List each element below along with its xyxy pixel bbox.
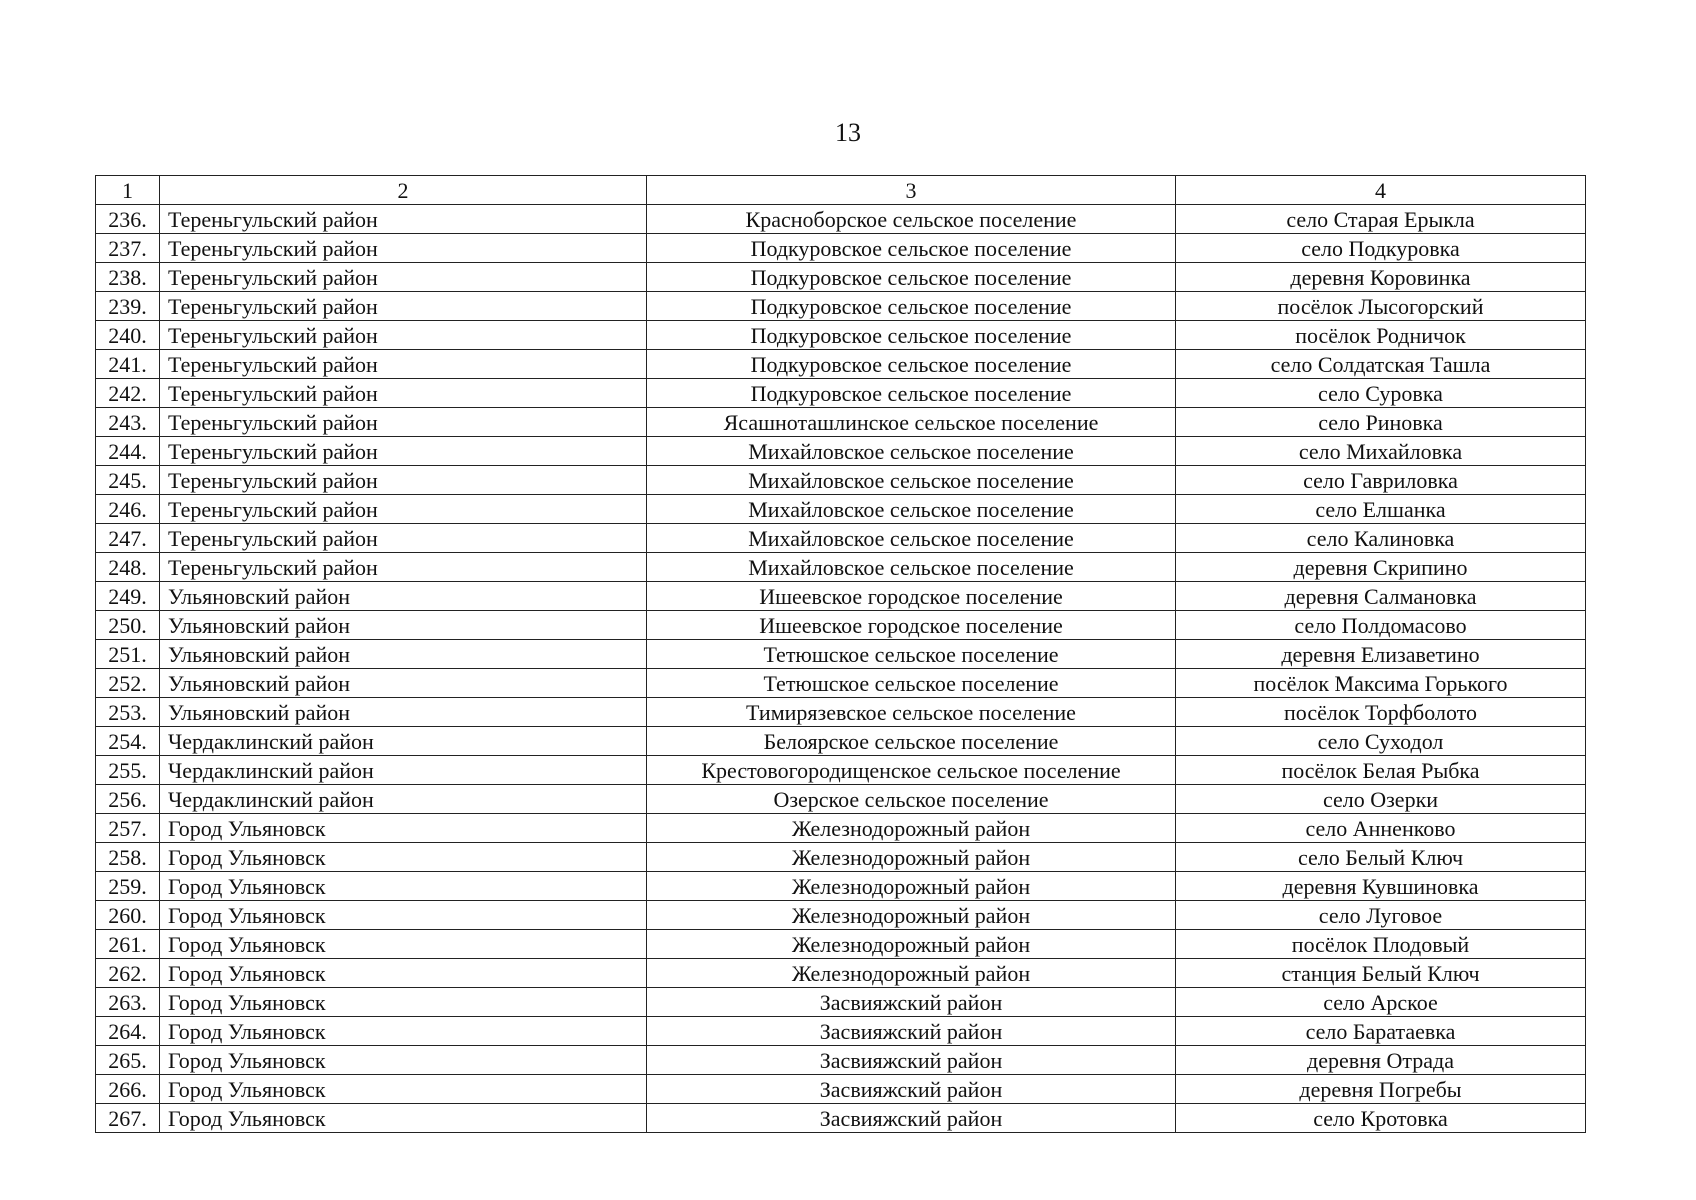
- cell-locality: посёлок Родничок: [1176, 321, 1586, 350]
- cell-number: 259.: [96, 872, 160, 901]
- table-row: [96, 988, 1586, 1017]
- table-row: [96, 901, 1586, 930]
- cell-number: 257.: [96, 814, 160, 843]
- cell-number: 241.: [96, 350, 160, 379]
- cell-locality: село Суровка: [1176, 379, 1586, 408]
- cell-settlement: Подкуровское сельское поселение: [647, 234, 1176, 263]
- cell-locality: село Риновка: [1176, 408, 1586, 437]
- table-row: [96, 292, 1586, 321]
- cell-district: Тереньгульский район: [160, 205, 647, 234]
- cell-district: Город Ульяновск: [160, 1046, 647, 1075]
- table-row: [96, 1075, 1586, 1104]
- table-row: [96, 959, 1586, 988]
- table-row: [96, 495, 1586, 524]
- cell-locality: село Озерки: [1176, 785, 1586, 814]
- cell-settlement: Засвияжский район: [647, 1017, 1176, 1046]
- cell-district: Город Ульяновск: [160, 843, 647, 872]
- cell-settlement: Ясашноташлинское сельское поселение: [647, 408, 1176, 437]
- cell-locality: деревня Салмановка: [1176, 582, 1586, 611]
- cell-locality: село Гавриловка: [1176, 466, 1586, 495]
- cell-locality: посёлок Торфболото: [1176, 698, 1586, 727]
- cell-number: 266.: [96, 1075, 160, 1104]
- cell-settlement: Ишеевское городское поселение: [647, 611, 1176, 640]
- table-row: [96, 234, 1586, 263]
- cell-number: 238.: [96, 263, 160, 292]
- cell-locality: село Луговое: [1176, 901, 1586, 930]
- cell-settlement: Михайловское сельское поселение: [647, 495, 1176, 524]
- cell-locality: село Арское: [1176, 988, 1586, 1017]
- table-row: [96, 1017, 1586, 1046]
- cell-locality: деревня Отрада: [1176, 1046, 1586, 1075]
- cell-settlement: Железнодорожный район: [647, 814, 1176, 843]
- column-header-locality: 4: [1176, 176, 1586, 205]
- table-row: [96, 698, 1586, 727]
- cell-locality: деревня Погребы: [1176, 1075, 1586, 1104]
- cell-settlement: Ишеевское городское поселение: [647, 582, 1176, 611]
- cell-settlement: Белоярское сельское поселение: [647, 727, 1176, 756]
- cell-number: 263.: [96, 988, 160, 1017]
- cell-locality: село Кротовка: [1176, 1104, 1586, 1133]
- table-header-row: [96, 176, 1586, 205]
- cell-settlement: Тетюшское сельское поселение: [647, 669, 1176, 698]
- table-row: [96, 727, 1586, 756]
- table-row: [96, 611, 1586, 640]
- cell-number: 236.: [96, 205, 160, 234]
- table-row: [96, 437, 1586, 466]
- cell-number: 245.: [96, 466, 160, 495]
- cell-number: 260.: [96, 901, 160, 930]
- cell-number: 239.: [96, 292, 160, 321]
- cell-district: Город Ульяновск: [160, 1104, 647, 1133]
- page-number: 13: [835, 118, 861, 147]
- cell-locality: село Калиновка: [1176, 524, 1586, 553]
- table-row: [96, 669, 1586, 698]
- cell-settlement: Железнодорожный район: [647, 930, 1176, 959]
- cell-settlement: Тимирязевское сельское поселение: [647, 698, 1176, 727]
- table-row: [96, 466, 1586, 495]
- cell-locality: деревня Скрипино: [1176, 553, 1586, 582]
- cell-locality: село Белый Ключ: [1176, 843, 1586, 872]
- cell-number: 254.: [96, 727, 160, 756]
- cell-number: 261.: [96, 930, 160, 959]
- cell-number: 248.: [96, 553, 160, 582]
- cell-district: Тереньгульский район: [160, 379, 647, 408]
- table-row: [96, 640, 1586, 669]
- cell-locality: село Суходол: [1176, 727, 1586, 756]
- cell-district: Тереньгульский район: [160, 408, 647, 437]
- column-header-district: 2: [160, 176, 647, 205]
- table-row: [96, 872, 1586, 901]
- cell-district: Город Ульяновск: [160, 872, 647, 901]
- cell-district: Город Ульяновск: [160, 814, 647, 843]
- cell-settlement: Железнодорожный район: [647, 901, 1176, 930]
- cell-locality: деревня Коровинка: [1176, 263, 1586, 292]
- cell-district: Город Ульяновск: [160, 901, 647, 930]
- table-row: [96, 1046, 1586, 1075]
- cell-settlement: Подкуровское сельское поселение: [647, 350, 1176, 379]
- cell-district: Ульяновский район: [160, 669, 647, 698]
- cell-district: Город Ульяновск: [160, 1017, 647, 1046]
- cell-district: Чердаклинский район: [160, 756, 647, 785]
- cell-district: Ульяновский район: [160, 611, 647, 640]
- cell-number: 251.: [96, 640, 160, 669]
- cell-locality: село Полдомасово: [1176, 611, 1586, 640]
- cell-settlement: Железнодорожный район: [647, 872, 1176, 901]
- cell-district: Тереньгульский район: [160, 553, 647, 582]
- cell-settlement: Михайловское сельское поселение: [647, 553, 1176, 582]
- cell-number: 247.: [96, 524, 160, 553]
- cell-settlement: Засвияжский район: [647, 988, 1176, 1017]
- cell-locality: деревня Кувшиновка: [1176, 872, 1586, 901]
- localities-table: [95, 175, 1586, 1133]
- cell-district: Город Ульяновск: [160, 1075, 647, 1104]
- cell-locality: село Подкуровка: [1176, 234, 1586, 263]
- cell-settlement: Подкуровское сельское поселение: [647, 321, 1176, 350]
- table-row: [96, 582, 1586, 611]
- cell-district: Тереньгульский район: [160, 495, 647, 524]
- table-row: [96, 843, 1586, 872]
- column-header-number: 1: [96, 176, 160, 205]
- table-row: [96, 553, 1586, 582]
- table-row: [96, 205, 1586, 234]
- cell-settlement: Железнодорожный район: [647, 959, 1176, 988]
- cell-settlement: Железнодорожный район: [647, 843, 1176, 872]
- table-row: [96, 379, 1586, 408]
- cell-number: 237.: [96, 234, 160, 263]
- cell-district: Ульяновский район: [160, 640, 647, 669]
- cell-district: Тереньгульский район: [160, 524, 647, 553]
- cell-number: 242.: [96, 379, 160, 408]
- cell-district: Ульяновский район: [160, 582, 647, 611]
- cell-district: Ульяновский район: [160, 698, 647, 727]
- cell-settlement: Михайловское сельское поселение: [647, 524, 1176, 553]
- table-row: [96, 756, 1586, 785]
- cell-settlement: Засвияжский район: [647, 1104, 1176, 1133]
- cell-district: Чердаклинский район: [160, 727, 647, 756]
- cell-number: 253.: [96, 698, 160, 727]
- cell-number: 240.: [96, 321, 160, 350]
- cell-locality: село Анненково: [1176, 814, 1586, 843]
- cell-locality: село Михайловка: [1176, 437, 1586, 466]
- cell-number: 262.: [96, 959, 160, 988]
- cell-settlement: Тетюшское сельское поселение: [647, 640, 1176, 669]
- cell-district: Тереньгульский район: [160, 234, 647, 263]
- cell-settlement: Подкуровское сельское поселение: [647, 292, 1176, 321]
- table-row: [96, 1104, 1586, 1133]
- cell-settlement: Михайловское сельское поселение: [647, 466, 1176, 495]
- cell-number: 244.: [96, 437, 160, 466]
- cell-district: Тереньгульский район: [160, 321, 647, 350]
- cell-number: 249.: [96, 582, 160, 611]
- table-row: [96, 524, 1586, 553]
- cell-number: 252.: [96, 669, 160, 698]
- cell-district: Тереньгульский район: [160, 263, 647, 292]
- cell-number: 258.: [96, 843, 160, 872]
- cell-district: Тереньгульский район: [160, 466, 647, 495]
- cell-locality: посёлок Максима Горького: [1176, 669, 1586, 698]
- table-row: [96, 350, 1586, 379]
- cell-district: Тереньгульский район: [160, 292, 647, 321]
- cell-number: 243.: [96, 408, 160, 437]
- cell-number: 265.: [96, 1046, 160, 1075]
- cell-district: Чердаклинский район: [160, 785, 647, 814]
- cell-district: Город Ульяновск: [160, 959, 647, 988]
- cell-district: Тереньгульский район: [160, 350, 647, 379]
- cell-number: 250.: [96, 611, 160, 640]
- cell-settlement: Озерское сельское поселение: [647, 785, 1176, 814]
- cell-district: Город Ульяновск: [160, 988, 647, 1017]
- cell-number: 255.: [96, 756, 160, 785]
- table-row: [96, 263, 1586, 292]
- cell-locality: село Солдатская Ташла: [1176, 350, 1586, 379]
- cell-locality: посёлок Плодовый: [1176, 930, 1586, 959]
- table-row: [96, 814, 1586, 843]
- cell-locality: село Баратаевка: [1176, 1017, 1586, 1046]
- cell-number: 246.: [96, 495, 160, 524]
- cell-settlement: Засвияжский район: [647, 1046, 1176, 1075]
- table-row: [96, 321, 1586, 350]
- cell-settlement: Подкуровское сельское поселение: [647, 263, 1176, 292]
- cell-number: 264.: [96, 1017, 160, 1046]
- table-row: [96, 930, 1586, 959]
- table-body: [96, 205, 1586, 1133]
- cell-settlement: Засвияжский район: [647, 1075, 1176, 1104]
- cell-settlement: Красноборское сельское поселение: [647, 205, 1176, 234]
- cell-settlement: Михайловское сельское поселение: [647, 437, 1176, 466]
- cell-locality: посёлок Белая Рыбка: [1176, 756, 1586, 785]
- cell-number: 267.: [96, 1104, 160, 1133]
- cell-settlement: Крестовогородищенское сельское поселение: [647, 756, 1176, 785]
- cell-number: 256.: [96, 785, 160, 814]
- cell-district: Город Ульяновск: [160, 930, 647, 959]
- cell-locality: село Старая Ерыкла: [1176, 205, 1586, 234]
- table-row: [96, 408, 1586, 437]
- cell-settlement: Подкуровское сельское поселение: [647, 379, 1176, 408]
- column-header-settlement: 3: [647, 176, 1176, 205]
- cell-district: Тереньгульский район: [160, 437, 647, 466]
- cell-locality: село Елшанка: [1176, 495, 1586, 524]
- cell-locality: посёлок Лысогорский: [1176, 292, 1586, 321]
- cell-locality: деревня Елизаветино: [1176, 640, 1586, 669]
- table-row: [96, 785, 1586, 814]
- cell-locality: станция Белый Ключ: [1176, 959, 1586, 988]
